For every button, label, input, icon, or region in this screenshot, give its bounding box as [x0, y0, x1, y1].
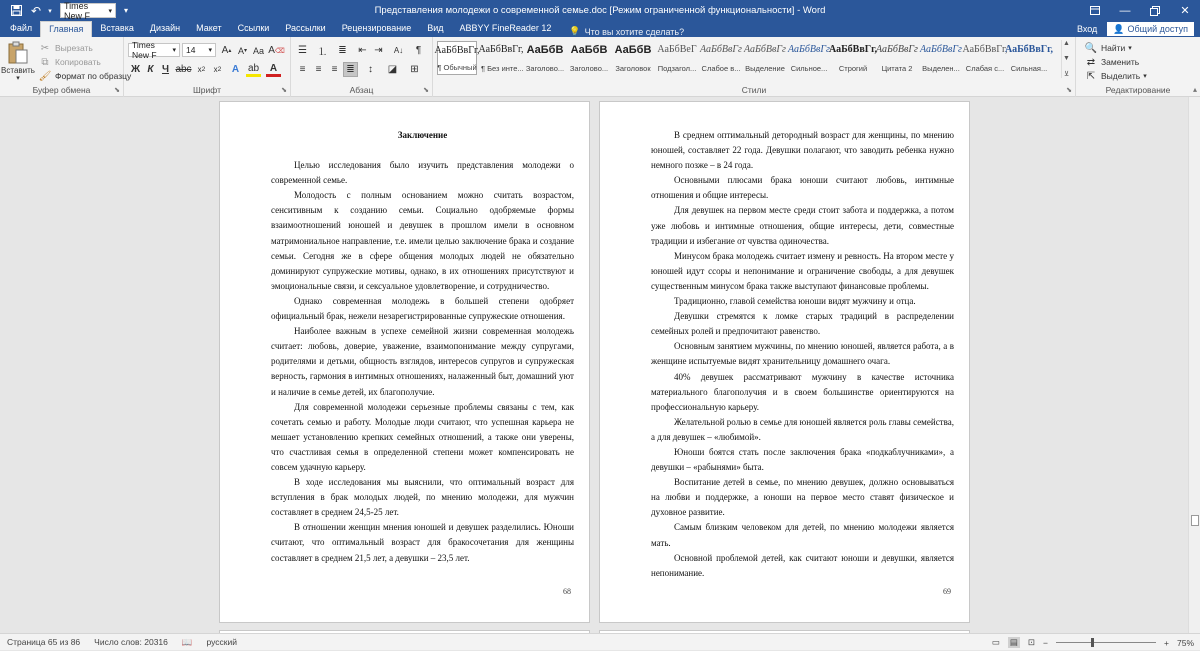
share-button[interactable] [1107, 22, 1194, 36]
chevron-down-icon: ▾ [208, 47, 212, 54]
ribbon [0, 37, 1200, 97]
cut-button[interactable] [38, 41, 93, 55]
quick-font-box[interactable] [60, 0, 116, 21]
style-item[interactable] [962, 41, 1008, 75]
copy-button[interactable] [38, 55, 101, 69]
style-name: ¶ Без инте... [481, 64, 524, 73]
body-paragraph: Наиболее важным в успехе семейной жизни современная молодежь считает: любовь, доверие, уважение, взаимопонимание между супругами, родителями и детьми, общность взглядов, интересов супругов и супружеская верность, гармония в интимных отношениях, налаженный быт, домашний уют и наличие в семье детей, их благополучие. [271, 326, 574, 397]
scissors-icon: ✂ [40, 42, 50, 54]
page-68-paragraphs [271, 158, 574, 566]
borders-icon[interactable]: ⊞ [410, 64, 419, 75]
body-paragraph: Минусом брака молодежь считает измену и ревность. На втором месте у юношей идут ссоры и непонимание и ограничение свободы, а для девушек существенным минусом брака также выступают финансовые проблемы. [651, 250, 954, 291]
style-name: Выделение [745, 64, 785, 73]
font-size-input[interactable] [182, 43, 216, 57]
style-item[interactable] [1004, 41, 1054, 75]
highlight-icon[interactable]: ab [246, 62, 261, 77]
superscript-icon[interactable]: x 2 [213, 65, 222, 74]
tab-design[interactable]: Дизайн [149, 23, 181, 33]
body-paragraph: Воспитание детей в семье, по мнению девушек, должно основываться на любви и поддержке, а юноши на первое место ставят физическое и духовное развитие. [651, 477, 954, 518]
paintbrush-icon: 🖌 [38, 70, 52, 82]
style-preview: АаБбВвГг [744, 44, 786, 55]
subscript-icon[interactable]: x 2 [197, 65, 206, 74]
style-preview: АаБбВ [526, 44, 564, 56]
page-count[interactable]: Страница 65 из 86 [7, 637, 81, 647]
customize-toolbar-icon[interactable]: ▾ [123, 6, 128, 15]
page-number: 69 [943, 587, 951, 596]
style-name: Подзагол... [657, 64, 697, 73]
chevron-down-icon[interactable]: ▼ [1063, 55, 1070, 62]
undo-dropdown-icon[interactable]: ▾ [48, 7, 52, 15]
style-preview: АаБбВвГг, [962, 44, 1008, 55]
grow-font-icon[interactable]: A ▴ [221, 45, 232, 56]
style-preview: АаБбВвГг [788, 44, 830, 55]
align-center-icon[interactable]: ≡ [315, 64, 322, 75]
chevron-down-icon: ▾ [108, 7, 112, 15]
style-preview: АаБбВ [614, 44, 652, 56]
underline-icon[interactable]: Ч [161, 64, 170, 75]
document-area[interactable] [0, 97, 1200, 633]
collapse-ribbon-icon[interactable]: ▴ [1192, 85, 1197, 94]
style-item[interactable] [701, 41, 741, 75]
body-paragraph: Основным занятием мужчины, по мнению юношей, является работа, а в женщине испытуемые видят хранительницу домашнего очага. [651, 341, 954, 367]
style-item[interactable] [657, 41, 697, 75]
align-left-icon[interactable]: ≡ [299, 64, 306, 75]
page-69[interactable] [599, 101, 970, 623]
chevron-down-icon: ▾ [1143, 73, 1147, 80]
body-paragraph: В среднем оптимальный детородный возраст для женщины, по мнению юношей, составляет 22 года. Девушки полагают, что заводить ребенка нужно немного позже – в 24 года. [651, 130, 954, 171]
style-preview: АаБбВвГг, [1004, 44, 1054, 55]
tab-layout[interactable]: Макет [196, 23, 222, 33]
style-preview: АаБбВвГг [876, 44, 918, 55]
close-icon[interactable]: ✕ [1180, 5, 1190, 17]
clipboard-group [0, 37, 132, 97]
undo-icon[interactable]: ↶ [30, 3, 42, 18]
style-item[interactable] [828, 41, 878, 75]
zoom-slider-thumb[interactable] [1091, 638, 1094, 647]
copy-icon: ⧉ [41, 56, 49, 68]
tab-references[interactable]: Ссылки [237, 23, 270, 33]
body-paragraph: Традиционно, главой семейства юноши видят мужчину и отца. [674, 296, 916, 307]
page-69-paragraphs [651, 128, 954, 581]
copy-label: Копировать [55, 57, 101, 67]
style-preview: АаБбВеГ [657, 44, 697, 55]
style-item[interactable] [877, 41, 917, 75]
zoom-slider[interactable] [1056, 642, 1156, 643]
multilevel-list-icon[interactable]: ≣ [338, 45, 347, 56]
font-group-label: Шрифт [193, 85, 221, 95]
paragraph-group [291, 37, 433, 97]
style-preview: АаБбВ [570, 44, 608, 56]
tab-view[interactable]: Вид [427, 23, 444, 33]
gallery-more-icon[interactable]: ⊻ [1063, 71, 1070, 78]
style-item[interactable] [789, 41, 829, 75]
replace-label: Заменить [1101, 57, 1140, 67]
page-69-body [651, 128, 954, 581]
style-name: Сильное... [790, 64, 828, 73]
chevron-down-icon: ▾ [1128, 45, 1132, 52]
decrease-indent-icon[interactable]: ⇤ [358, 45, 367, 56]
zoom-out-icon[interactable]: − [1043, 637, 1049, 648]
font-size-value: 14 [186, 45, 196, 55]
align-right-icon[interactable]: ≡ [331, 64, 338, 75]
editing-group [1076, 37, 1200, 97]
paragraph-group-label: Абзац [349, 85, 374, 95]
gallery-scroll[interactable] [1061, 40, 1071, 78]
search-icon: 🔍 [1084, 42, 1098, 54]
tab-mailings[interactable]: Рассылки [285, 23, 326, 33]
text-effects-icon[interactable]: A [231, 64, 240, 75]
style-preview: АаБбВвГг [920, 44, 962, 55]
tell-me-box[interactable] [559, 26, 684, 37]
body-paragraph: 40% девушек рассматривают мужчину в качестве источника материального благополучия и в своем большинстве ориентируются на профессиональную карьеру. [651, 371, 954, 412]
web-layout-icon[interactable]: ⊡ [1027, 637, 1036, 647]
title-bar [0, 0, 1200, 21]
style-name: Выделен... [922, 64, 960, 73]
shading-icon[interactable]: ◪ [387, 64, 398, 75]
bold-icon[interactable]: Ж [130, 64, 141, 75]
style-item[interactable] [745, 41, 785, 75]
style-item[interactable] [434, 41, 480, 75]
select-label: Выделить [1101, 71, 1141, 81]
font-color-icon[interactable]: A [266, 62, 281, 77]
style-preview: АаБбВвГг, [478, 44, 524, 55]
dialog-launcher-icon[interactable]: ⬊ [281, 87, 287, 94]
scrollbar-thumb[interactable] [1191, 515, 1199, 526]
style-item[interactable] [613, 41, 653, 75]
styles-group-label: Стили [741, 85, 767, 95]
body-paragraph: В отношении женщин мнения юношей и девушек разделились. Юноши считают, что оптимальный возраст для бракосочетания для женщины составляет в среднем 21,5 лет, а девушки – 23,5 лет. [271, 522, 574, 563]
page-number: 68 [563, 587, 571, 596]
page-68[interactable] [219, 101, 590, 623]
print-layout-icon[interactable]: ▤ [1009, 637, 1018, 647]
style-name: Заголовок [615, 64, 651, 73]
style-item[interactable] [525, 41, 565, 75]
body-paragraph: Однако современная молодежь в большей степени одобряет официальный брак, нежели незарегистрированные супружеские отношения. [271, 295, 574, 322]
format-painter-button[interactable] [38, 69, 131, 83]
ribbon-display-options-icon[interactable] [1080, 0, 1110, 21]
sort-icon[interactable]: A↓ [393, 46, 404, 55]
numbering-icon[interactable]: ⒈ [317, 47, 328, 58]
body-paragraph: Целью исследования было изучить представления молодежи о современной семье. [271, 160, 574, 186]
style-name: Цитата 2 [881, 64, 913, 73]
clipboard-group-label: Буфер обмена [32, 85, 91, 95]
find-button[interactable] [1084, 41, 1132, 55]
style-name: Сильная... [1010, 64, 1048, 73]
bullets-icon[interactable]: ☰ [298, 45, 307, 56]
style-item[interactable] [921, 41, 961, 75]
paste-label: Вставить [1, 66, 35, 75]
style-preview: АаБбВвГг, [828, 44, 878, 55]
style-name: Заголово... [569, 64, 609, 73]
body-paragraph: Молодость с полным основанием можно считать возрастом, сенситивным к созданию семьи. Социально одобряемые формы взаимоотношений юношей и девушек в прошлом имели в основном матримониальное направление, т.е. имели целью заключение брака и создание семьи. Сегодня же в сфере общения молодых людей не обязательно доминируют супружеские мотивы, однако, в их отношениях присутствуют и эмоциональные связи, и сексуальное удовлетворение, и сотрудничество. [271, 190, 574, 291]
status-bar [0, 633, 1200, 650]
share-label: Общий доступ [1127, 24, 1188, 34]
replace-button[interactable] [1084, 55, 1139, 69]
find-label: Найти [1101, 43, 1126, 53]
change-case-icon[interactable]: Aa [252, 45, 264, 56]
body-paragraph: Для девушек на первом месте среди стоит забота и поддержка, а потом уже любовь и интимные отношения, общие интересы, дети, совместные традиции и избегание от чувства одиночества. [651, 205, 954, 246]
style-name: ¶ Обычный [437, 63, 477, 72]
tab-file[interactable]: Файл [10, 23, 33, 33]
shrink-font-icon[interactable]: A ▾ [237, 45, 248, 56]
body-paragraph: Юноши боятся стать после заключения брака «подкаблучниками», а девушки – «рабынями» быта. [651, 446, 954, 473]
chevron-down-icon: ▾ [16, 75, 20, 82]
cut-label: Вырезать [55, 43, 93, 53]
body-paragraph: Для современной молодежи серьезные проблемы связаны с тем, как сочетать семью и работу. Молодые люди считают, что успешная карьера не мешает установлению крепких семейных отношений, а также они уверены, что счастливая семья в определенной степени может компенсировать не совсем удачную карьеру. [271, 401, 574, 472]
account-area [1077, 21, 1194, 37]
replace-icon: ⇄ [1086, 56, 1096, 68]
person-icon: 👤 [1113, 23, 1125, 34]
ribbon-tabs [0, 21, 1200, 37]
increase-indent-icon[interactable]: ⇥ [374, 45, 383, 56]
select-cursor-icon: ⇱ [1086, 70, 1096, 82]
tab-home[interactable]: Главная [40, 21, 92, 37]
lightbulb-icon: 💡 [569, 26, 581, 36]
style-name: Слабое в... [701, 64, 741, 73]
proofing-icon[interactable]: 📖 [181, 636, 193, 647]
language[interactable]: русский [206, 637, 237, 647]
font-name-input[interactable] [128, 40, 180, 60]
italic-icon[interactable]: К [147, 64, 154, 75]
tell-me-label: Что вы хотите сделать? [584, 26, 685, 37]
restore-icon[interactable] [1140, 0, 1170, 21]
body-paragraph: Девушки стремятся к ломке старых традиций в распределении семейных ролей и предпочитают равенство. [651, 311, 954, 337]
body-paragraph: Основными плюсами брака юноши считают любовь, интимные отношения и общие интересы. [651, 175, 954, 201]
dialog-launcher-icon[interactable]: ⬊ [1066, 87, 1072, 94]
tab-insert[interactable]: Вставка [100, 23, 134, 33]
format-painter-label: Формат по образцу [55, 71, 132, 81]
styles-group [433, 37, 1076, 97]
quick-font-value: Times New F [64, 0, 91, 21]
word-count[interactable]: Число слов: 20316 [94, 637, 168, 647]
login-link[interactable]: Вход [1076, 24, 1098, 34]
select-button[interactable] [1084, 69, 1147, 83]
style-name: Заголово... [525, 64, 565, 73]
save-icon[interactable] [6, 2, 26, 20]
page-68-body [271, 128, 574, 566]
paste-button[interactable] [1, 41, 35, 82]
window-title: Представления молодежи о современной семье.doc [Режим ограниченной функциональности] - Word [374, 5, 826, 16]
tab-abbyy[interactable]: ABBYY FineReader 12 [459, 23, 552, 33]
style-name: Слабая с... [965, 64, 1005, 73]
body-paragraph: Желательной ролью в семье для юношей является роль главы семейства, а для девушек – «любимой». [651, 416, 954, 442]
vertical-scrollbar[interactable] [1188, 97, 1200, 633]
quick-access-toolbar [0, 0, 136, 21]
show-formatting-marks-icon[interactable]: ¶ [415, 45, 422, 56]
zoom-level[interactable]: 75% [1176, 637, 1194, 648]
style-item[interactable] [569, 41, 609, 75]
dialog-launcher-icon[interactable]: ⬊ [114, 87, 120, 94]
minimize-icon[interactable]: — [1119, 4, 1131, 17]
view-controls [992, 634, 1194, 651]
style-preview: АаБбВвГг [700, 44, 742, 55]
line-spacing-icon[interactable]: ↕ [368, 64, 373, 75]
justify-icon[interactable]: ≣ [343, 62, 358, 77]
style-item[interactable] [478, 41, 524, 75]
dialog-launcher-icon[interactable]: ⬊ [423, 87, 429, 94]
editing-group-label: Редактирование [1105, 85, 1171, 95]
clipboard-icon [7, 41, 29, 65]
read-mode-icon[interactable]: ▭ [991, 637, 1000, 647]
chevron-down-icon: ▾ [172, 47, 176, 54]
style-name: Строгий [838, 64, 868, 73]
font-name-value: Times New F [132, 40, 157, 60]
clear-formatting-icon[interactable]: A ⌫ [268, 45, 285, 56]
zoom-in-icon[interactable]: + [1164, 637, 1169, 648]
strikethrough-icon[interactable]: abc [175, 64, 192, 75]
tab-review[interactable]: Рецензирование [341, 23, 412, 33]
body-paragraph: Самым близким человеком для детей, по мнению молодежи является мать. [651, 522, 954, 548]
section-heading: Заключение [397, 130, 448, 140]
style-preview: АаБбВвГг, [434, 45, 480, 56]
body-paragraph: В ходе исследования мы выяснили, что оптимальный возраст для вступления в брак молодых людей, по мнению молодежи, для мужчин составляет в среднем 24,5-25 лет. [271, 477, 574, 518]
chevron-up-icon[interactable]: ▲ [1063, 40, 1070, 47]
body-paragraph: Основной проблемой детей, как считают юноши и девушки, является непонимание. [651, 552, 954, 578]
font-group [124, 37, 291, 97]
window-controls [1080, 0, 1200, 21]
